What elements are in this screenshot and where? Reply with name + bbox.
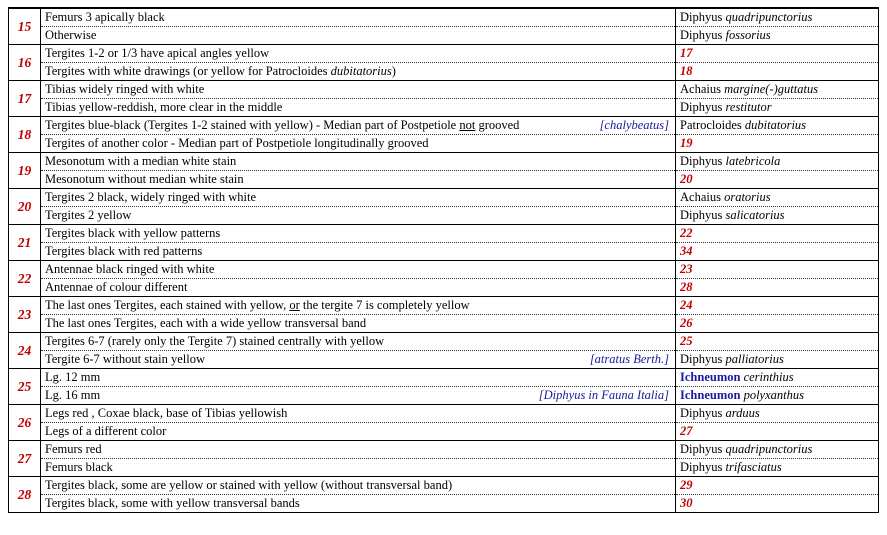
lead-description: [41, 27, 676, 45]
text-fragment: Femurs 3 apically black: [45, 10, 165, 24]
text-fragment: Tergites black with yellow patterns: [45, 226, 221, 240]
synonym-note: [Diphyus in Fauna Italia]: [538, 388, 669, 402]
couplet-link[interactable]: 27: [680, 424, 693, 438]
lead-description: [41, 495, 676, 513]
key-row: [9, 495, 879, 513]
lead-result: [676, 405, 879, 423]
lead-result: [676, 459, 879, 477]
key-row: [9, 135, 879, 153]
text-fragment: quadripunctorius: [725, 10, 813, 24]
text-fragment: latebricola: [725, 154, 781, 168]
lead-result: [676, 45, 879, 63]
lead-result: [676, 27, 879, 45]
key-row: [9, 441, 879, 459]
lead-result: [676, 333, 879, 351]
couplet-link[interactable]: 28: [680, 280, 693, 294]
key-row: [9, 369, 879, 387]
key-row: [9, 189, 879, 207]
key-row: [9, 117, 879, 135]
couplet-link[interactable]: 18: [680, 64, 693, 78]
lead-description: [41, 81, 676, 99]
lead-result: [676, 495, 879, 513]
key-row: [9, 261, 879, 279]
lead-description: [41, 333, 676, 351]
key-row: [9, 207, 879, 225]
text-fragment: Mesonotum with a median white stain: [45, 154, 237, 168]
lead-description: [41, 369, 676, 387]
couplet-number: 26: [9, 405, 41, 441]
text-fragment: Tergites 2 yellow: [45, 208, 132, 222]
lead-description: [41, 459, 676, 477]
text-fragment: grooved: [475, 118, 520, 132]
text-fragment: Tergites 1-2 or 1/3 have apical angles yellow: [45, 46, 270, 60]
couplet-number: 23: [9, 297, 41, 333]
text-fragment: palliatorius: [725, 352, 784, 366]
lead-result: [676, 351, 879, 369]
text-fragment: arduus: [725, 406, 760, 420]
couplet-number: 20: [9, 189, 41, 225]
lead-result: [676, 81, 879, 99]
key-row: [9, 405, 879, 423]
text-fragment: Tergites blue-black (Tergites 1-2 stained with yellow) - Median part of Postpetiole: [45, 118, 460, 132]
lead-result: [676, 153, 879, 171]
text-fragment: Patrocloides: [680, 118, 745, 132]
couplet-link[interactable]: 34: [680, 244, 693, 258]
text-fragment: The last ones Tergites, each with a wide yellow transversal band: [45, 316, 367, 330]
text-fragment: Tergites black with red patterns: [45, 244, 203, 258]
text-fragment: Diphyus: [680, 208, 726, 222]
text-fragment: Tergites with white drawings (or yellow for Patrocloides: [45, 64, 331, 78]
couplet-number: 24: [9, 333, 41, 369]
key-row: [9, 63, 879, 81]
text-fragment: the tergite 7 is completely yellow: [299, 298, 470, 312]
key-row: [9, 27, 879, 45]
couplet-number: 19: [9, 153, 41, 189]
text-fragment: Tergites 2 black, widely ringed with white: [45, 190, 256, 204]
lead-result: [676, 189, 879, 207]
text-fragment: Diphyus: [680, 406, 726, 420]
lead-description: [41, 153, 676, 171]
lead-description: [41, 477, 676, 495]
key-row: [9, 459, 879, 477]
couplet-number: 18: [9, 117, 41, 153]
lead-result: [676, 387, 879, 405]
text-fragment: Otherwise: [45, 28, 97, 42]
couplet-link[interactable]: 20: [680, 172, 693, 186]
lead-result: [676, 63, 879, 81]
lead-result: [676, 243, 879, 261]
text-fragment: fossorius: [725, 28, 771, 42]
lead-description: [41, 315, 676, 333]
lead-result: [676, 369, 879, 387]
lead-description: [41, 279, 676, 297]
lead-result: [676, 423, 879, 441]
text-fragment: Diphyus: [680, 154, 726, 168]
couplet-number: 16: [9, 45, 41, 81]
couplet-link[interactable]: 22: [680, 226, 693, 240]
text-fragment: Tergites black, some with yellow transversal bands: [45, 496, 300, 510]
text-fragment: Diphyus: [680, 352, 726, 366]
synonym-note: [chalybeatus]: [599, 118, 669, 132]
text-fragment: cerinthius: [743, 370, 794, 384]
text-fragment: Tergites black, some are yellow or stained with yellow (without transversal band): [45, 478, 453, 492]
lead-description: [41, 297, 676, 315]
text-fragment: trifasciatus: [725, 460, 782, 474]
couplet-link[interactable]: 30: [680, 496, 693, 510]
text-fragment: Diphyus: [680, 10, 726, 24]
lead-description: [41, 405, 676, 423]
text-fragment: Diphyus: [680, 460, 726, 474]
key-row: [9, 333, 879, 351]
synonym-note: [atratus Berth.]: [589, 352, 669, 366]
text-fragment: dubitatorius: [330, 64, 392, 78]
couplet-link[interactable]: 17: [680, 46, 693, 60]
text-fragment: The last ones Tergites, each stained with yellow,: [45, 298, 290, 312]
text-fragment: Tergite 6-7 without stain yellow: [45, 352, 205, 366]
identification-key-table: [8, 7, 879, 513]
lead-description: [41, 8, 676, 27]
lead-result: [676, 225, 879, 243]
key-row: [9, 171, 879, 189]
lead-result: [676, 315, 879, 333]
couplet-link[interactable]: 24: [680, 298, 693, 312]
couplet-link[interactable]: 26: [680, 316, 693, 330]
couplet-link[interactable]: 19: [680, 136, 693, 150]
text-fragment: Femurs black: [45, 460, 113, 474]
key-row: [9, 315, 879, 333]
text-fragment: Tibias yellow-reddish, more clear in the middle: [45, 100, 283, 114]
text-fragment: Legs red , Coxae black, base of Tibias yellowish: [45, 406, 288, 420]
text-fragment: Lg. 12 mm: [45, 370, 101, 384]
key-row: [9, 99, 879, 117]
text-fragment: Diphyus: [680, 442, 726, 456]
text-fragment: Tergites of another color - Median part of Postpetiole longitudinally grooved: [45, 136, 429, 150]
lead-description: [41, 261, 676, 279]
key-row: [9, 423, 879, 441]
text-fragment: ): [391, 64, 396, 78]
text-fragment: or: [289, 298, 300, 312]
text-fragment: Achaius: [680, 82, 725, 96]
genus-name: Ichneumon: [680, 388, 741, 402]
lead-description: [41, 171, 676, 189]
text-fragment: dubitatorius: [744, 118, 807, 132]
text-fragment: polyxanthus: [743, 388, 804, 402]
key-row: [9, 81, 879, 99]
couplet-number: 15: [9, 8, 41, 45]
key-row: [9, 351, 879, 369]
text-fragment: Legs of a different color: [45, 424, 167, 438]
key-row: [9, 45, 879, 63]
lead-description: [41, 441, 676, 459]
couplet-link[interactable]: 29: [680, 478, 693, 492]
couplet-number: 17: [9, 81, 41, 117]
key-body: [9, 8, 879, 513]
key-row: [9, 279, 879, 297]
text-fragment: restitutor: [725, 100, 772, 114]
text-fragment: Mesonotum without median white stain: [45, 172, 244, 186]
key-row: [9, 8, 879, 27]
couplet-link[interactable]: 25: [680, 334, 693, 348]
key-row: [9, 297, 879, 315]
lead-description: [41, 423, 676, 441]
lead-description: [41, 135, 676, 153]
genus-name: Ichneumon: [680, 370, 741, 384]
text-fragment: oratorius: [724, 190, 771, 204]
lead-description: [41, 387, 676, 405]
lead-description: [41, 243, 676, 261]
key-row: [9, 225, 879, 243]
text-fragment: Diphyus: [680, 28, 726, 42]
lead-description: [41, 99, 676, 117]
lead-result: [676, 8, 879, 27]
couplet-link[interactable]: 23: [680, 262, 693, 276]
text-fragment: margine(-)guttatus: [724, 82, 819, 96]
text-fragment: Tibias widely ringed with white: [45, 82, 205, 96]
lead-result: [676, 477, 879, 495]
text-fragment: Achaius: [680, 190, 725, 204]
couplet-number: 21: [9, 225, 41, 261]
couplet-number: 25: [9, 369, 41, 405]
key-row: [9, 243, 879, 261]
lead-result: [676, 135, 879, 153]
text-fragment: Lg. 16 mm: [45, 388, 101, 402]
lead-result: [676, 279, 879, 297]
text-fragment: Antennae black ringed with white: [45, 262, 215, 276]
lead-description: [41, 189, 676, 207]
lead-result: [676, 297, 879, 315]
couplet-number: 27: [9, 441, 41, 477]
text-fragment: salicatorius: [725, 208, 785, 222]
key-row: [9, 477, 879, 495]
text-fragment: Femurs red: [45, 442, 102, 456]
lead-description: [41, 117, 676, 135]
text-fragment: quadripunctorius: [725, 442, 813, 456]
lead-description: [41, 207, 676, 225]
lead-result: [676, 207, 879, 225]
lead-result: [676, 117, 879, 135]
key-row: [9, 387, 879, 405]
couplet-number: 28: [9, 477, 41, 513]
lead-result: [676, 261, 879, 279]
lead-description: [41, 45, 676, 63]
text-fragment: Diphyus: [680, 100, 726, 114]
couplet-number: 22: [9, 261, 41, 297]
text-fragment: Tergites 6-7 (rarely only the Tergite 7) stained centrally with yellow: [45, 334, 385, 348]
lead-result: [676, 99, 879, 117]
lead-result: [676, 441, 879, 459]
lead-description: [41, 351, 676, 369]
text-fragment: not: [459, 118, 476, 132]
lead-result: [676, 171, 879, 189]
lead-description: [41, 225, 676, 243]
text-fragment: Antennae of colour different: [45, 280, 188, 294]
lead-description: [41, 63, 676, 81]
key-row: [9, 153, 879, 171]
